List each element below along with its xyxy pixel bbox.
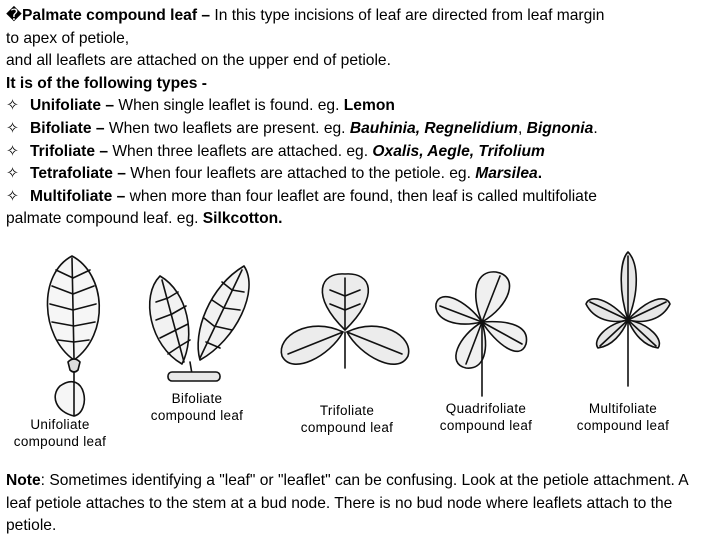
caption-bifoliate: [132, 390, 262, 424]
note-label: Note: [6, 472, 41, 489]
diamond-bullet-icon: ✧: [6, 119, 20, 137]
type-text: when more than four leaflet are found, then leaf is called multifoliate: [125, 187, 597, 205]
type-example: Oxalis, Aegle, Trifolium: [372, 142, 545, 160]
definition-term: Palmate compound leaf –: [22, 7, 211, 24]
note-paragraph: [6, 470, 714, 538]
definition-line-2: to apex of petiole,: [6, 29, 130, 47]
types-intro: It is of the following types -: [6, 74, 207, 92]
quadrifoliate-leaf-drawing: [436, 272, 527, 396]
caption-multifoliate: [558, 400, 688, 434]
type-text: When three leaflets are attached. eg.: [108, 142, 373, 160]
type-separator: ,: [517, 119, 527, 137]
caption-line-1: Bifoliate: [171, 391, 223, 406]
definition-block: [6, 5, 714, 231]
bifoliate-leaf-drawing: [150, 266, 249, 381]
type-text: When four leaflets are attached to the petiole. eg.: [125, 165, 476, 183]
caption-line-2: compound leaf: [300, 420, 394, 435]
type-term: Bifoliate –: [30, 119, 105, 137]
definition-line-1: [6, 5, 714, 28]
type-item-trifoliate: [6, 141, 714, 164]
type-example: Marsilea: [475, 165, 538, 183]
caption-line-1: Quadrifoliate: [445, 401, 527, 416]
diamond-bullet-icon: ✧: [6, 97, 20, 115]
multifoliate-leaf-drawing: [586, 252, 670, 386]
note-text: : Sometimes identifying a "leaf" or "leaflet" can be confusing. Look at the petiole attachment. A leaf petiole attaches to the stem at a bud node. There is no bud node where leaflets attach to the petiole.: [6, 472, 688, 535]
caption-unifoliate: [0, 416, 120, 450]
caption-line-2: compound leaf: [576, 418, 670, 433]
caption-quadrifoliate: [430, 400, 542, 434]
type-term: Trifoliate –: [30, 142, 108, 160]
definition-line-3: and all leaflets are attached on the upper end of petiole.: [6, 52, 391, 70]
caption-line-2: compound leaf: [13, 434, 107, 449]
type-term: Tetrafoliate –: [30, 165, 126, 183]
caption-trifoliate: [282, 402, 412, 436]
caption-line-2: compound leaf: [150, 408, 244, 423]
trifoliate-leaf-drawing: [281, 274, 408, 368]
unifoliate-leaf-drawing: [47, 256, 99, 416]
type-example: Bauhinia, Regnelidium: [349, 119, 518, 137]
type-item-bifoliate: [6, 118, 714, 141]
type-item-unifoliate: [6, 95, 714, 118]
type-example-2: Bignonia: [526, 119, 594, 137]
compound-leaf-figure: [0, 236, 720, 462]
type-tail: .: [537, 165, 543, 183]
definition-text-1: In this type incisions of leaf are directed from leaf margin: [210, 7, 605, 24]
missing-glyph-icon: �: [6, 7, 22, 24]
type-tail: .: [593, 119, 598, 137]
caption-line-1: Unifoliate: [30, 417, 90, 432]
diamond-bullet-icon: ✧: [6, 165, 20, 183]
type-text: When single leaflet is found. eg.: [114, 97, 344, 115]
type-example: Lemon: [343, 97, 395, 115]
diamond-bullet-icon: ✧: [6, 187, 20, 205]
type-item-multifoliate-cont: [6, 208, 714, 231]
type-item-tetrafoliate: [6, 163, 714, 186]
type-example: Silkcotton.: [202, 210, 283, 228]
diamond-bullet-icon: ✧: [6, 142, 20, 160]
type-term: Multifoliate –: [30, 187, 126, 205]
caption-line-2: compound leaf: [439, 418, 533, 433]
caption-line-1: Trifoliate: [319, 403, 375, 418]
type-text: When two leaflets are present. eg.: [104, 119, 350, 137]
caption-line-1: Multifoliate: [588, 401, 658, 416]
type-text-2: palmate compound leaf. eg.: [6, 210, 203, 228]
type-item-multifoliate: [6, 186, 714, 209]
type-term: Unifoliate –: [30, 97, 115, 115]
